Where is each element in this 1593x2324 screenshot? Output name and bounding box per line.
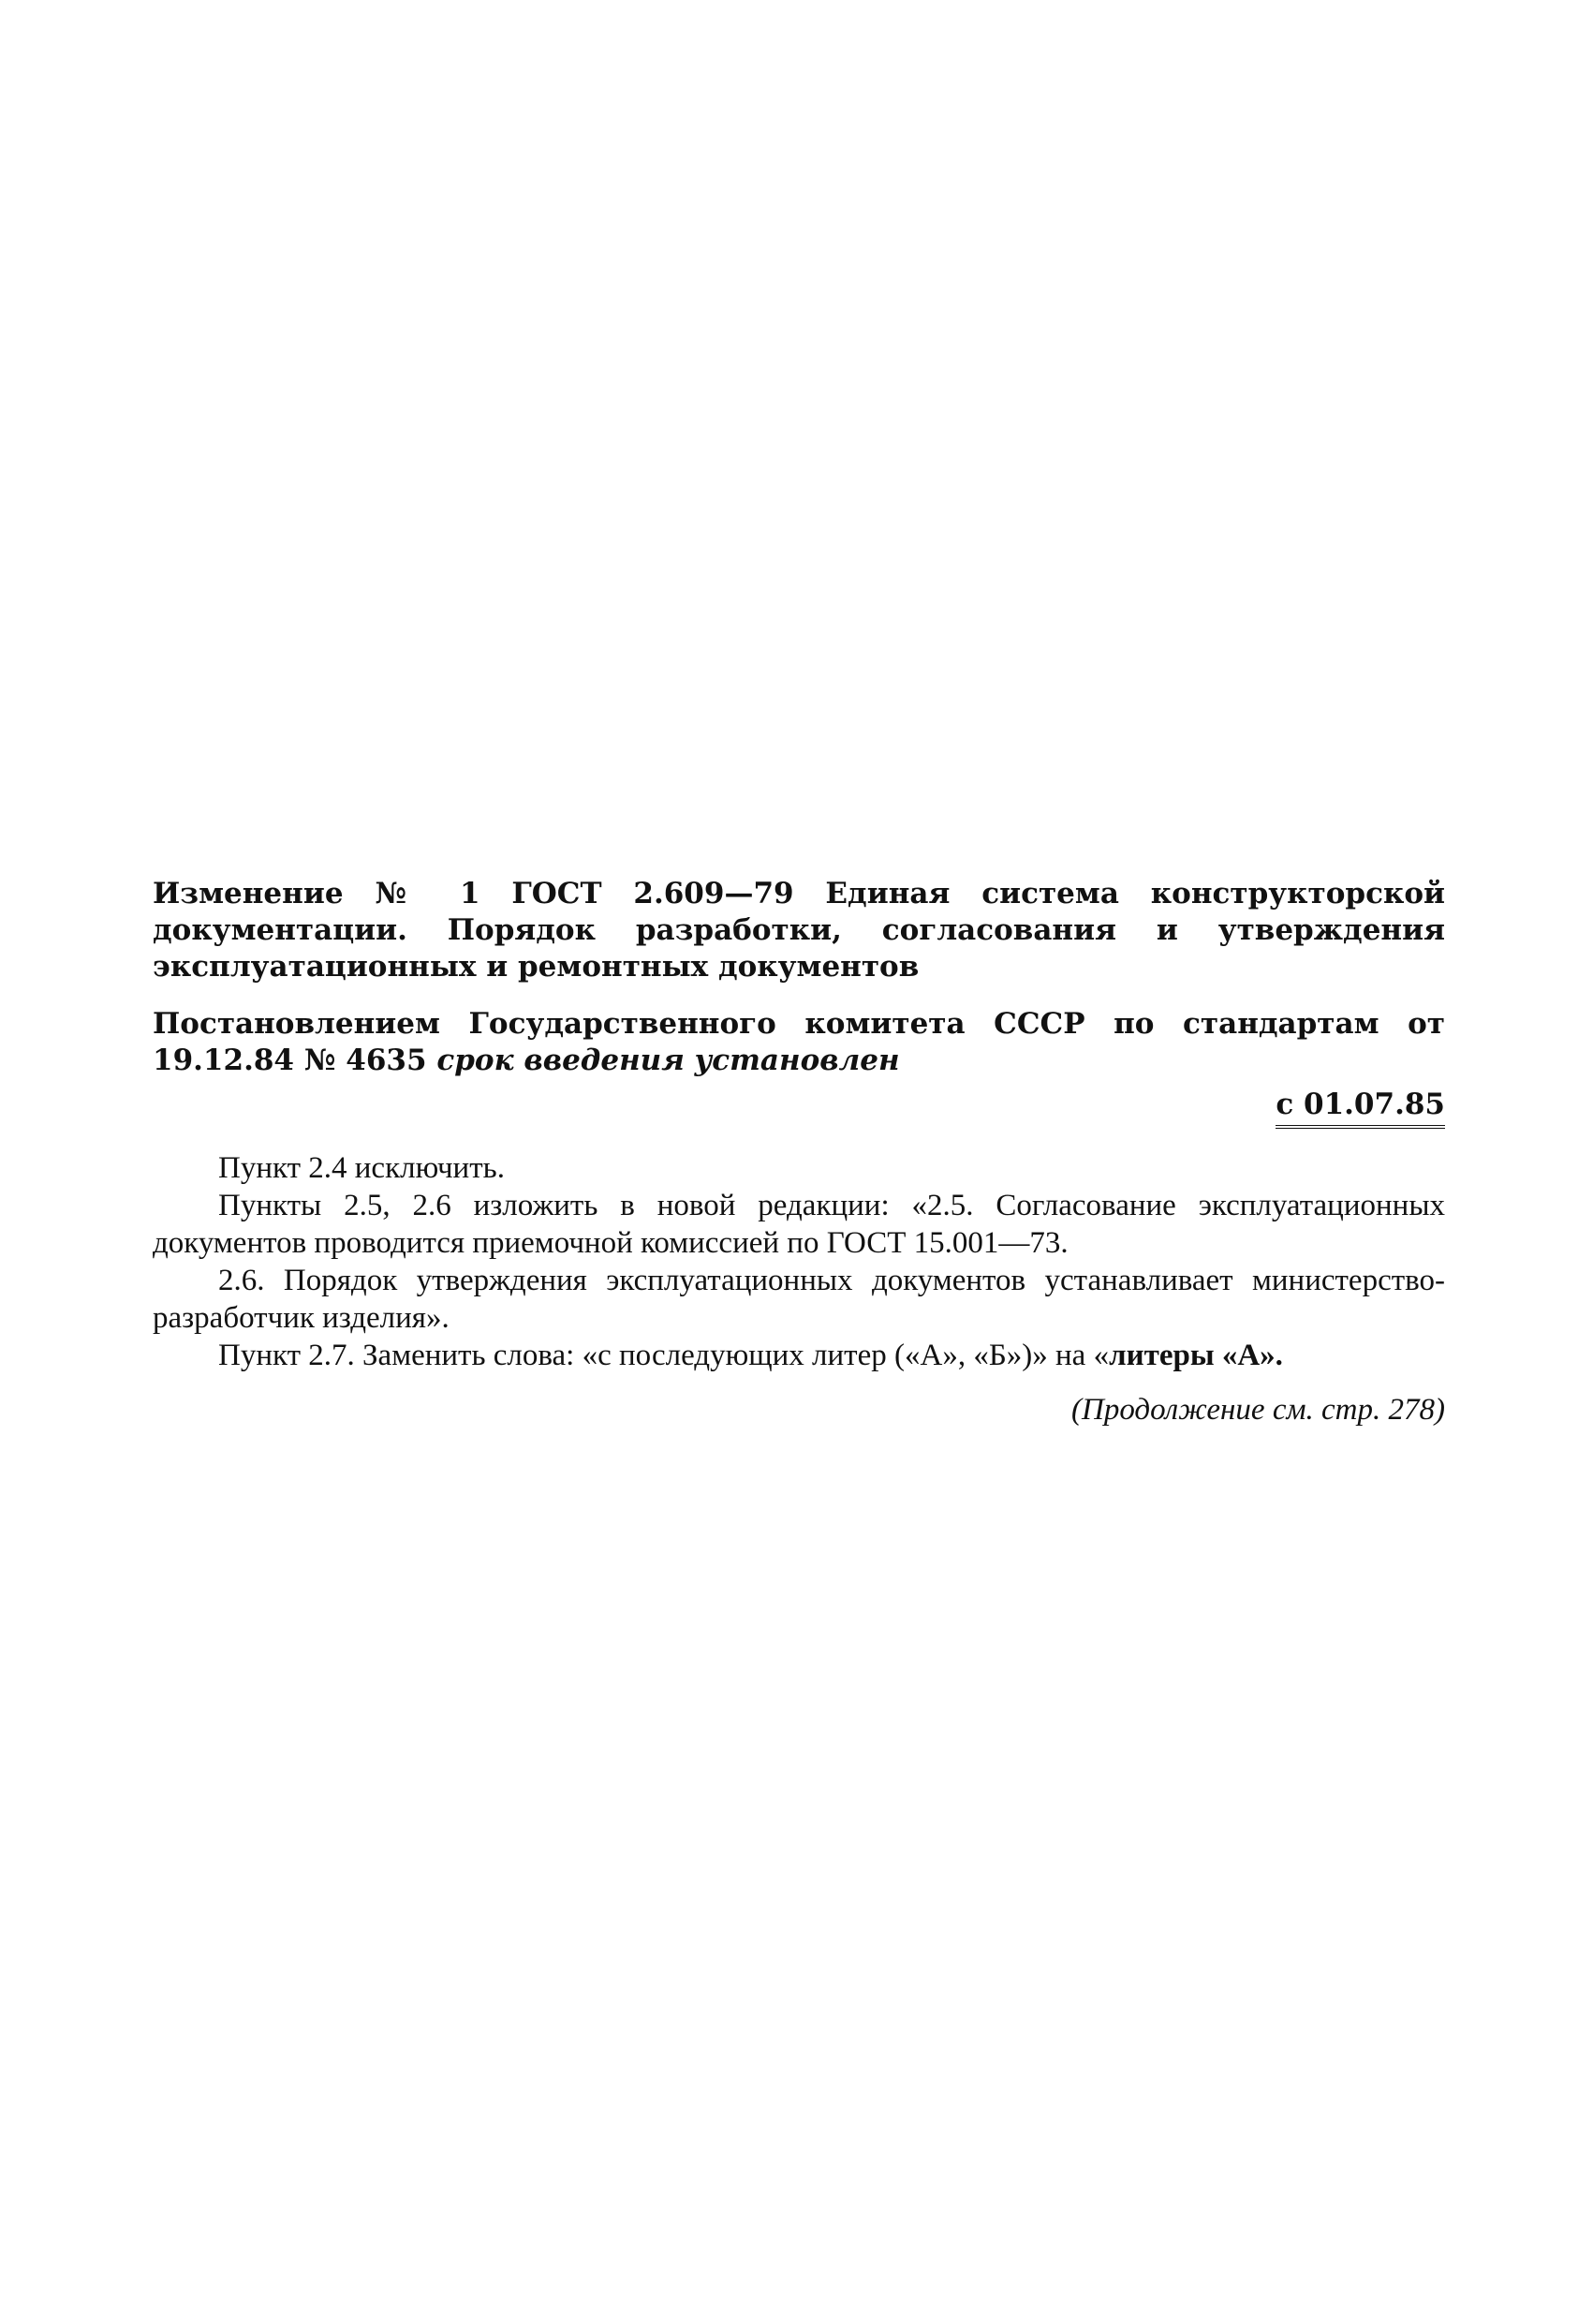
amendment-heading: Изменение № 1 ГОСТ 2.609—79 Единая система конструкторской документации. Порядок разработки, согласования и утверждения эксплуатационных и ремонтных документов [153,877,1445,984]
paragraph-2-5: Пункты 2.5, 2.6 изложить в новой редакции: «2.5. Согласование эксплуатационных документов проводится приемочной комиссией по ГОСТ 15.001—73. [153,1189,1445,1260]
paragraph-2-6: 2.6. Порядок утверждения эксплуатационных документов устанавливает министерство-разработчик изделия». [153,1264,1445,1335]
decree-tail: срок введения установлен [436,1044,900,1077]
decree-statement [153,1006,1445,1079]
effective-date-row [153,1087,1445,1129]
decree-main: Постановлением Государственного комитета СССР по стандартам от 19.12.84 № 4635 [153,1007,1445,1077]
effective-date: с 01.07.85 [1276,1087,1445,1129]
paragraph-2-7-litera: литеры «А». [1109,1339,1283,1372]
document-page [153,876,1445,1428]
continuation-note: (Продолжение см. стр. 278) [1071,1393,1445,1427]
paragraph-2-7-text: Пункт 2.7. Заменить слова: «с последующих литер («А», «Б»)» на « [218,1339,1110,1372]
paragraph-2-4: Пункт 2.4 исключить. [218,1151,505,1185]
paragraph-2-7 [153,1337,1445,1374]
amendment-body [153,1149,1445,1374]
